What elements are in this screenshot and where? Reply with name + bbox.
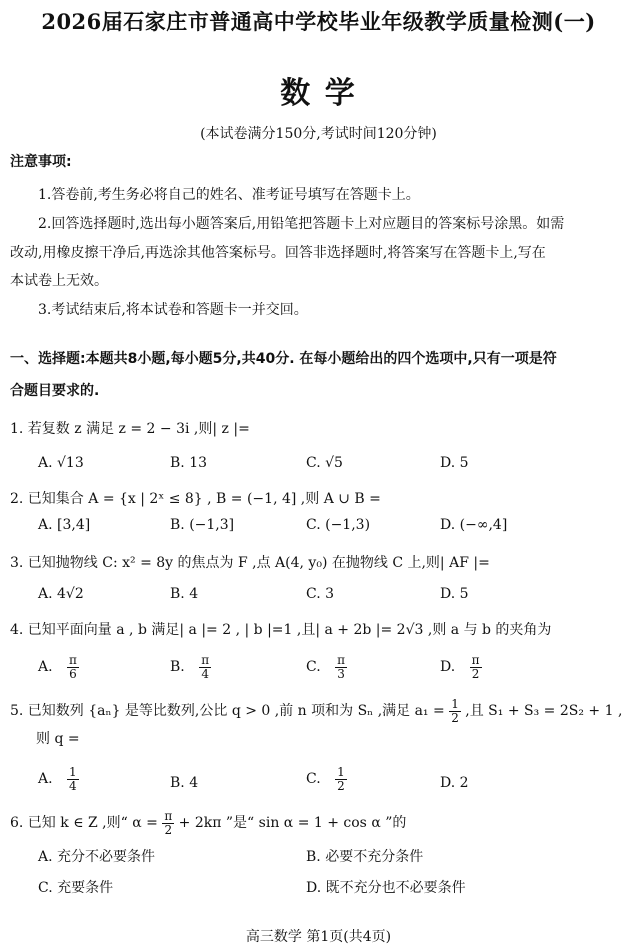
option-label: D. [440, 659, 456, 676]
question-5-option-b: B. 4 [170, 775, 199, 791]
notes-heading: 注意事项: [10, 154, 72, 170]
question-2-option-c: C. (−1,3) [306, 517, 371, 533]
fraction-denominator: 4 [69, 778, 77, 793]
question-4-stem: 4. 已知平面向量 a , b 满足| a |= 2 , | b |=1 ,且| a + 2b |= 2√3 ,则 a 与 b 的夹角为 [10, 622, 552, 638]
question-6-option-b: B. 必要不充分条件 [306, 849, 424, 865]
question-4-option-c [306, 654, 347, 680]
question-6-option-d: D. 既不充分也不必要条件 [306, 880, 466, 896]
fraction-denominator: 2 [471, 666, 480, 681]
fraction [67, 766, 79, 792]
question-1-option-a: A. √13 [38, 455, 84, 471]
fraction-numerator: 1 [69, 765, 77, 779]
question-6-stem [10, 810, 406, 836]
fraction-numerator: 1 [337, 765, 345, 779]
fraction-numerator: 1 [451, 697, 459, 711]
question-6-stem-part-a: 6. 已知 k ∈ Z ,则“ α = [10, 815, 158, 832]
question-6-option-a: A. 充分不必要条件 [38, 849, 156, 865]
fraction-numerator: π [201, 653, 210, 667]
question-4-option-d [440, 654, 482, 680]
fraction [470, 654, 482, 680]
note-1: 1.答卷前,考生务必将自己的姓名、准考证号填写在答题卡上。 [38, 187, 420, 203]
question-3-stem: 3. 已知抛物线 C: x² = 8y 的焦点为 F ,点 A(4, y₀) 在抛物线 C 上,则| AF |= [10, 555, 490, 571]
question-6-stem-part-b: + 2kπ ”是“ sin α = 1 + cos α ”的 [178, 815, 407, 832]
question-5-option-a [38, 766, 79, 792]
option-label: A. [38, 659, 53, 676]
section-1-heading-line-1: 一、选择题:本题共8小题,每小题5分,共40分. 在每小题给出的四个选项中,只有一项是符 [10, 351, 557, 367]
question-5-option-c [306, 766, 347, 792]
fraction-denominator: 6 [69, 666, 77, 681]
fraction [162, 810, 174, 836]
question-3-option-b: B. 4 [170, 586, 199, 602]
fraction-denominator: 3 [337, 666, 345, 681]
question-4-option-a [38, 654, 79, 680]
option-label: A. [38, 771, 53, 788]
option-label: C. [306, 659, 321, 676]
question-5-stem-part-b: ,且 S₁ + S₃ = 2S₂ + 1 , [465, 703, 623, 720]
score-note: (本试卷满分150分,考试时间120分钟) [200, 126, 437, 142]
page-footer: 高三数学 第1页(共4页) [245, 929, 392, 945]
fraction-denominator: 2 [337, 778, 345, 793]
fraction-numerator: π [471, 653, 480, 667]
fraction [449, 698, 461, 724]
question-5-stem-line-2: 则 q = [36, 731, 80, 747]
question-2-option-a: A. [3,4] [38, 517, 91, 533]
question-1-option-c: C. √5 [306, 455, 343, 471]
question-4-option-b [170, 654, 211, 680]
question-5-stem-part-a: 5. 已知数列 {aₙ} 是等比数列,公比 q > 0 ,前 n 项和为 Sₙ ,满足 a₁ = [10, 703, 445, 720]
fraction-denominator: 2 [164, 822, 173, 837]
question-5-stem-line-1 [10, 698, 622, 724]
note-3: 3.考试结束后,将本试卷和答题卡一并交回。 [38, 302, 308, 318]
fraction [67, 654, 79, 680]
question-2-option-d: D. (−∞,4] [440, 517, 508, 533]
question-2-stem: 2. 已知集合 A = {x | 2ˣ ≤ 8} , B = (−1, 4] ,则 A ∪ B = [10, 491, 381, 507]
option-label: C. [306, 771, 321, 788]
note-2-line-1: 2.回答选择题时,选出每小题答案后,用铅笔把答题卡上对应题目的答案标号涂黑。如需 [38, 216, 565, 232]
fraction-denominator: 2 [451, 710, 459, 725]
fraction [335, 654, 347, 680]
question-5-option-d: D. 2 [440, 775, 469, 791]
question-3-option-a: A. 4√2 [38, 586, 84, 602]
question-1-option-b: B. 13 [170, 455, 208, 471]
exam-title: 2026届石家庄市普通高中学校毕业年级教学质量检测(一) [41, 9, 596, 34]
note-2-line-2: 改动,用橡皮擦干净后,再选涂其他答案标号。回答非选择题时,将答案写在答题卡上,写在 [10, 245, 546, 261]
question-1-stem: 1. 若复数 z 满足 z = 2 − 3i ,则| z |= [10, 421, 250, 437]
subject-title: 数 学 [280, 76, 357, 111]
option-label: B. [170, 659, 185, 676]
question-2-option-b: B. (−1,3] [170, 517, 235, 533]
question-3-option-d: D. 5 [440, 586, 469, 602]
fraction [335, 766, 347, 792]
section-1-heading-line-2: 合题目要求的. [10, 383, 100, 399]
fraction-denominator: 4 [201, 666, 209, 681]
fraction-numerator: π [337, 653, 346, 667]
fraction [199, 654, 211, 680]
fraction-numerator: π [164, 809, 173, 823]
question-6-option-c: C. 充要条件 [38, 880, 114, 896]
question-3-option-c: C. 3 [306, 586, 335, 602]
fraction-numerator: π [69, 653, 77, 667]
question-1-option-d: D. 5 [440, 455, 469, 471]
note-2-line-3: 本试卷上无效。 [10, 273, 108, 289]
